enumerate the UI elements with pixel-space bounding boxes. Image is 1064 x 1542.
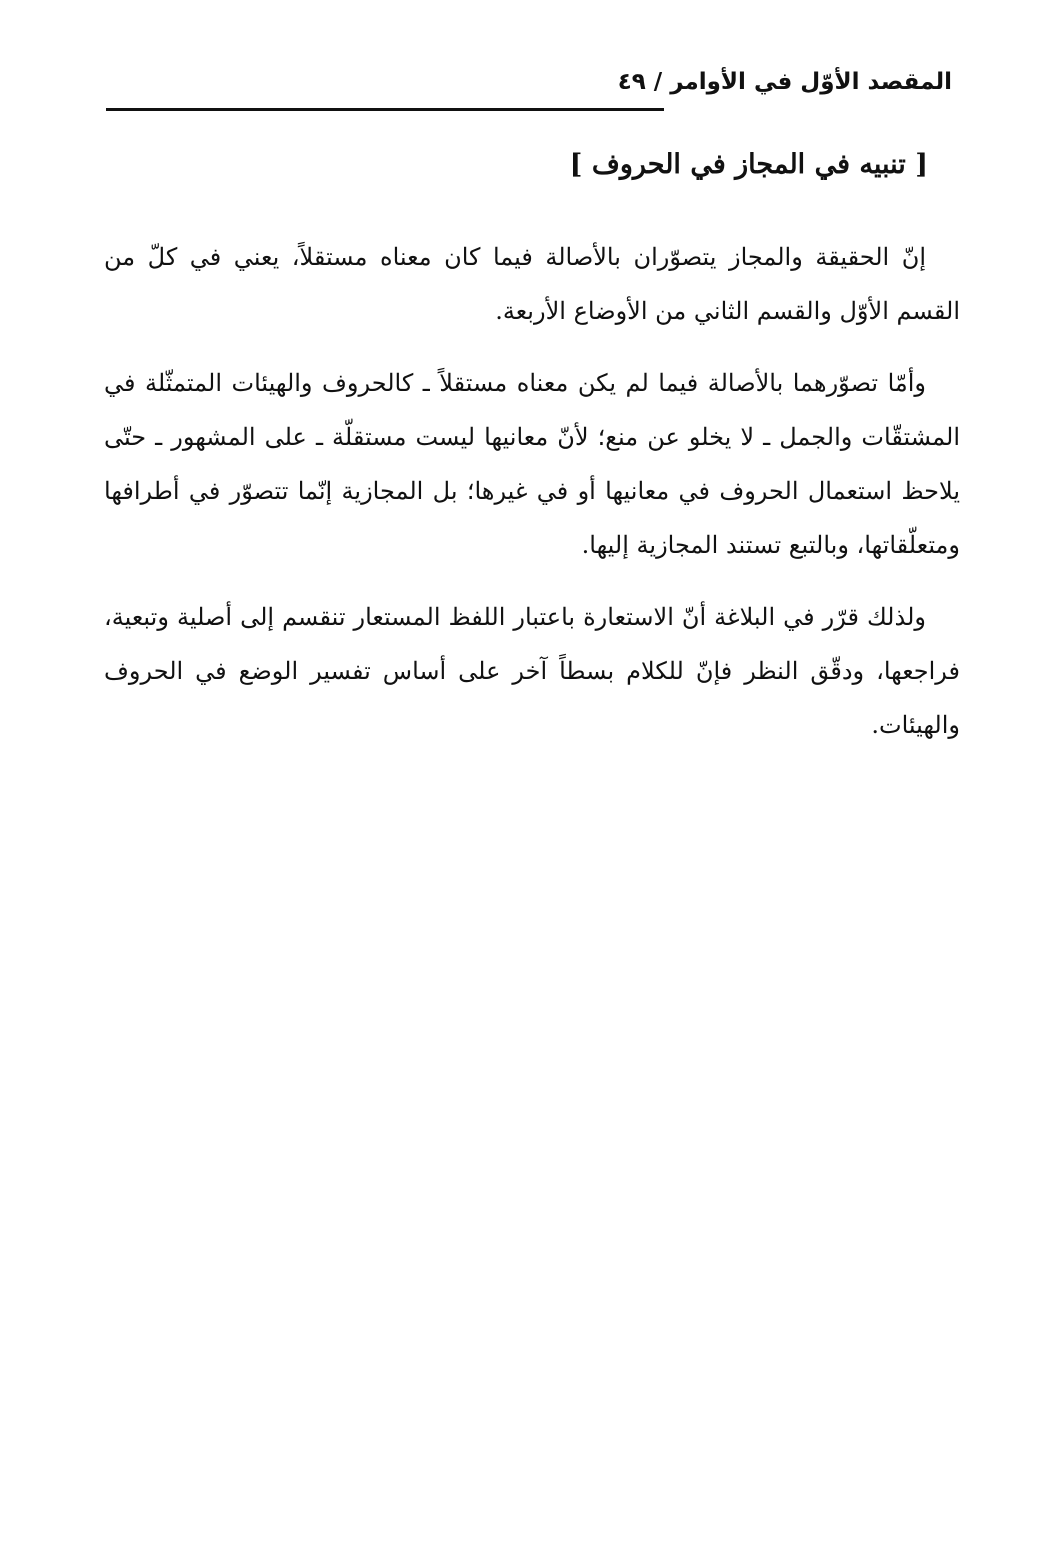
body-text [104,230,960,770]
section-heading: [ تنبيه في المجاز في الحروف ] [569,149,928,180]
paragraph-1: إنّ الحقيقة والمجاز يتصوّران بالأصالة فيما كان معناه مستقلاً، يعني في كلّ من القسم الأوّل والقسم الثاني من الأوضاع الأربعة. [104,243,960,325]
header-divider [106,108,664,111]
paragraph-2: وأمّا تصوّرهما بالأصالة فيما لم يكن معناه مستقلاً ـ كالحروف والهيئات المتمثّلة في المشتقّات والجمل ـ لا يخلو عن منع؛ لأنّ معانيها ليست مستقلّة ـ على المشهور ـ حتّى يلاحظ استعمال الحروف في معانيها أو في غيرها؛ بل المجازية إنّما تتصوّر في أطرافها ومتعلّقاتها، وبالتبع تستند المجازية إليها. [104,369,961,559]
running-header: المقصد الأوّل في الأوامر / ٤٩ [617,69,952,95]
paragraph-3: ولذلك قرّر في البلاغة أنّ الاستعارة باعتبار اللفظ المستعار تنقسم إلى أصلية وتبعية، فراجعها، ودقّق النظر فإنّ للكلام بسطاً آخر على أساس تفسير الوضع في الحروف والهيئات. [104,603,960,739]
